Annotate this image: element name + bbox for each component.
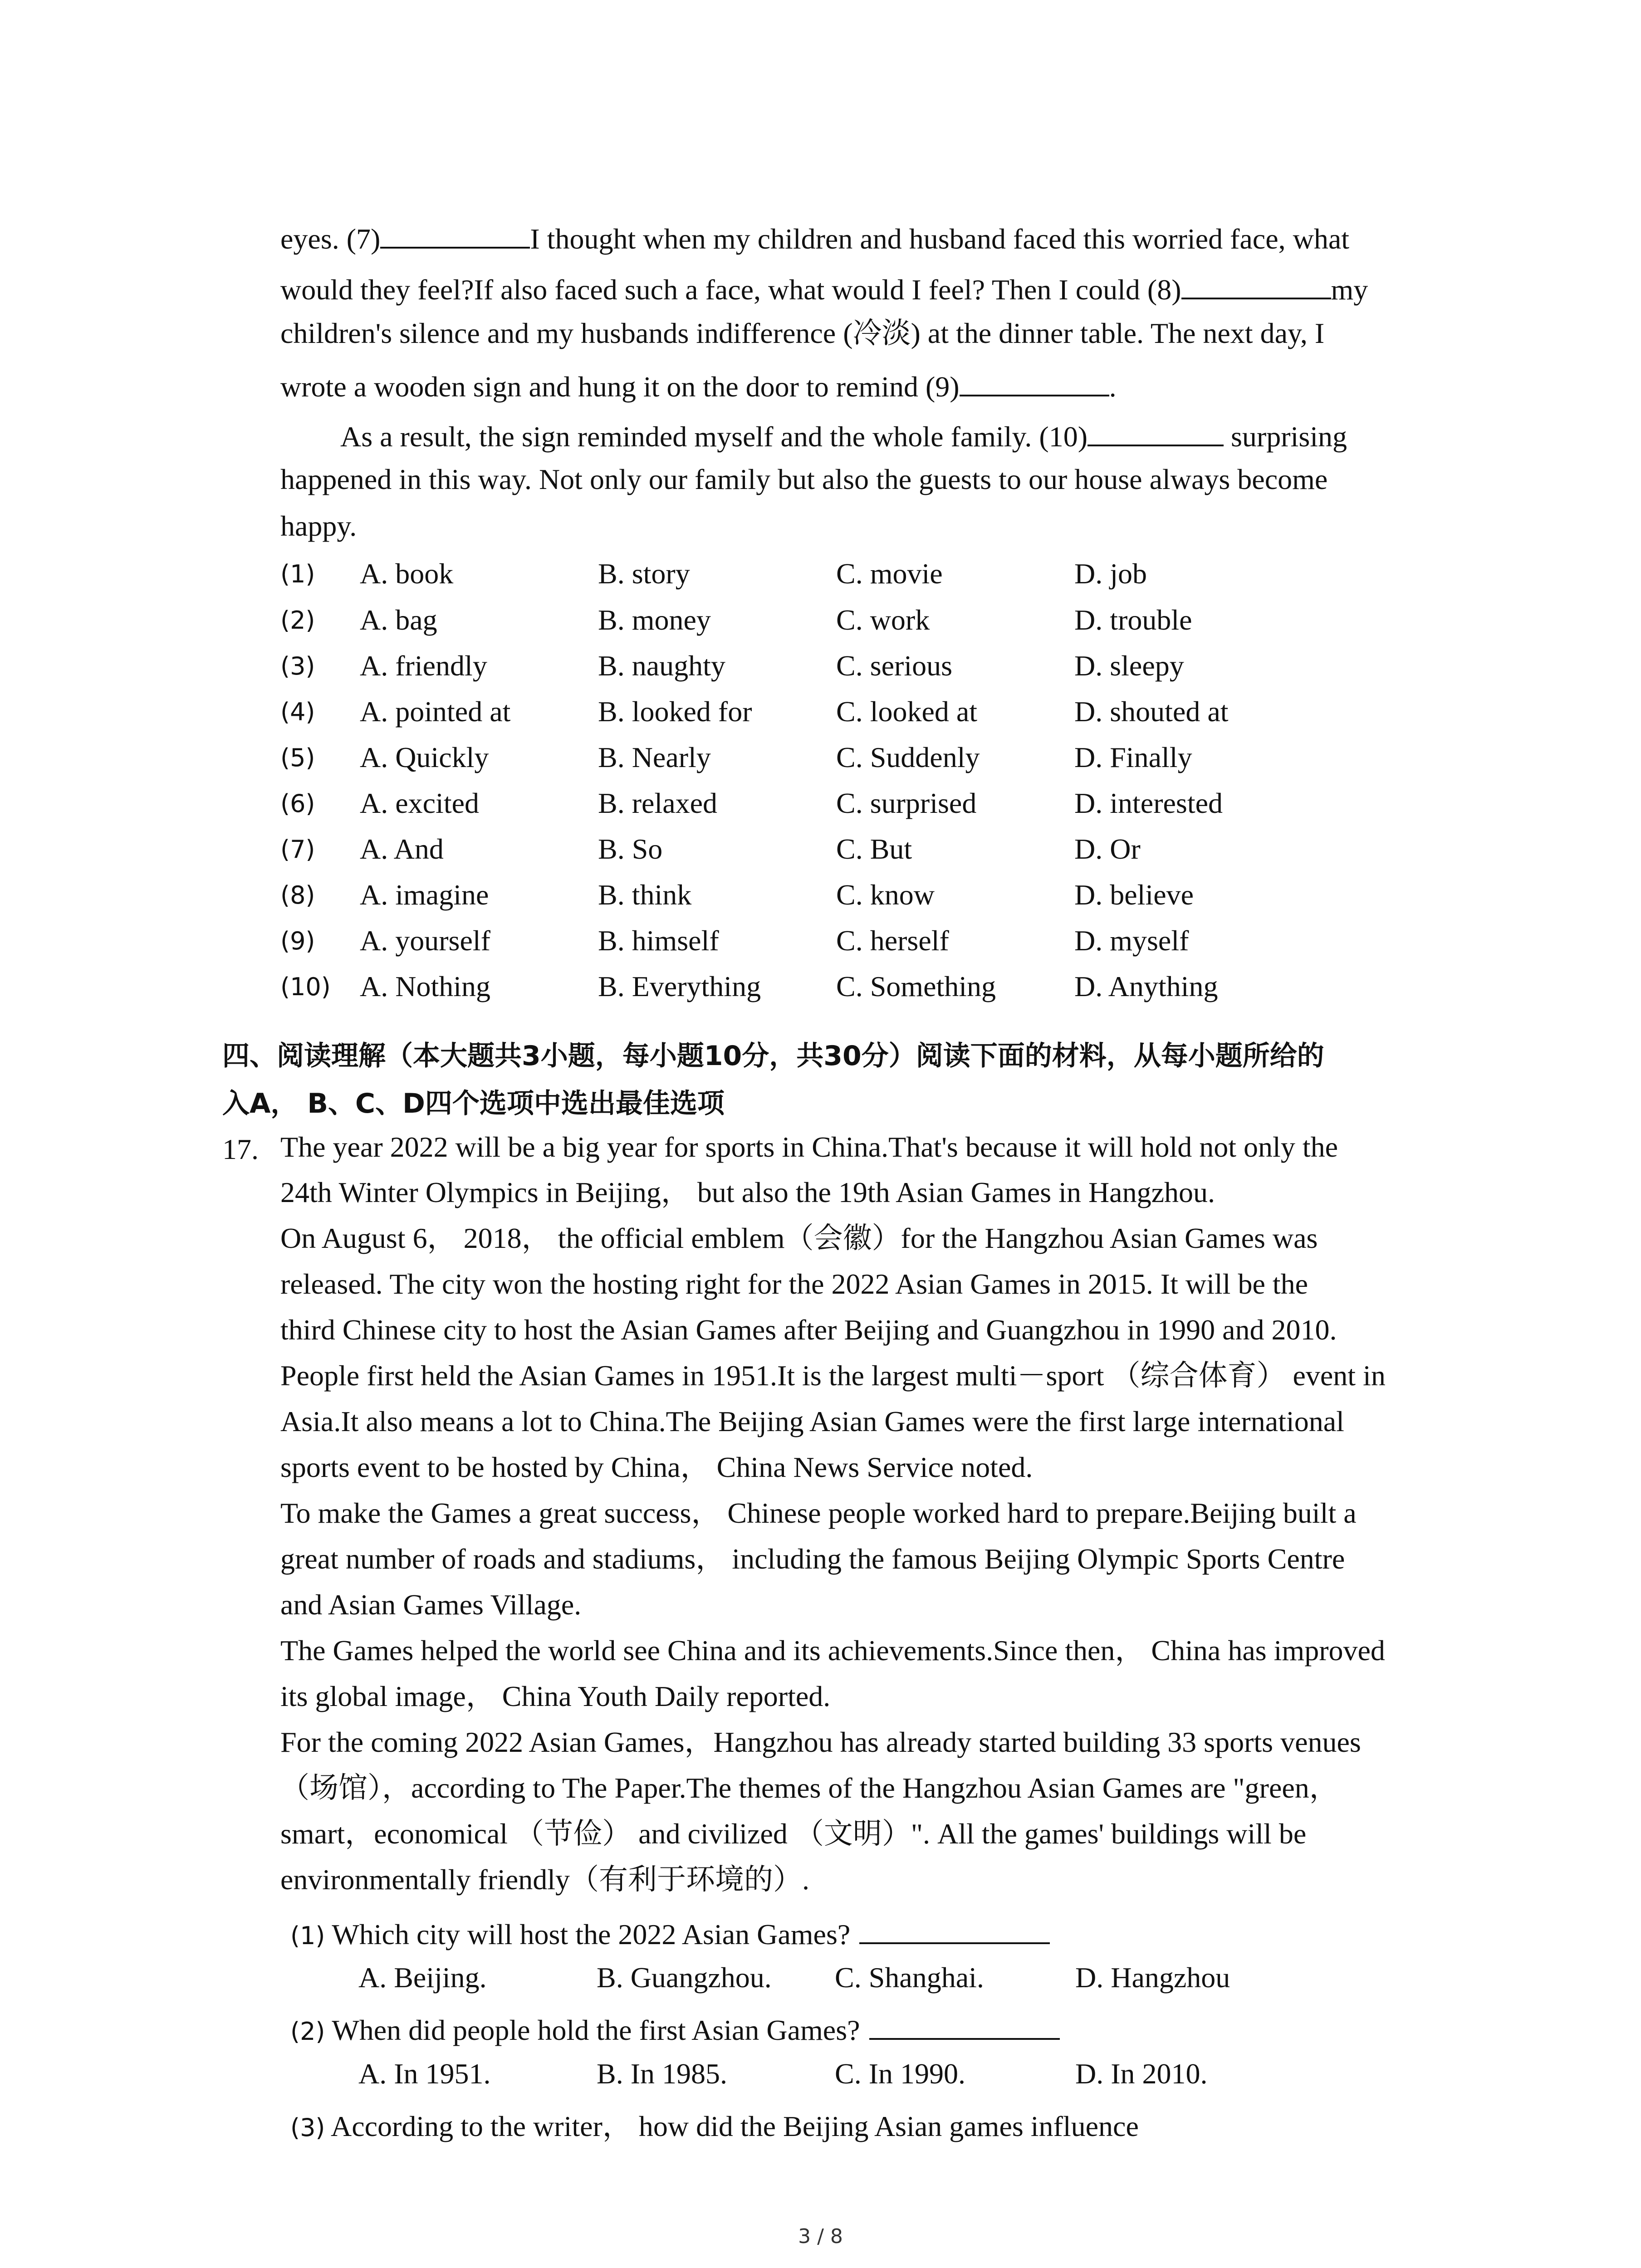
question-text: According to the writer， how did the Beijing Asian games influence [330,2110,1139,2142]
question-number: 17. [222,1133,259,1165]
option-c: C. movie [836,557,943,590]
option-b: B. So [598,833,663,865]
passage-line: smart，economical （节俭） and civilized （文明）". All the games' buildings will be [280,1818,1307,1850]
option-c: C. Shanghai. [835,1961,984,1994]
option-d: D. believe [1074,879,1194,911]
passage-line: sports event to be hosted by China， China News Service noted. [280,1451,1033,1483]
question-text: Which city will host the 2022 Asian Games? [332,1918,851,1950]
option-row [280,924,1505,960]
page-number: 3 / 8 [798,2225,843,2248]
option-d: D. Or [1074,833,1141,865]
option-a: A. imagine [360,879,489,911]
option-b: B. looked for [598,695,752,728]
option-a: A. And [360,833,444,865]
passage-line: For the coming 2022 Asian Games，Hangzhou has already started building 33 sports venues [280,1726,1361,1758]
option-b: B. Nearly [598,741,711,773]
option-b: B. money [598,604,711,636]
option-a: A. Quickly [360,741,489,773]
option-d: D. myself [1074,924,1189,957]
option-row [280,649,1505,685]
passage-text: would they feel?If also faced such a face, what would I feel? Then I could (8) [280,274,1181,306]
passage-line [280,221,1349,254]
passage-text: As a result, the sign reminded myself and the whole family. (10) [340,420,1087,453]
sub-question [290,2103,1139,2145]
option-a: A. bag [360,604,437,636]
option-a: A. book [360,557,454,590]
option-c: C. But [836,833,912,865]
passage-line: great number of roads and stadiums， including the famous Beijing Olympic Sports Centre [280,1543,1345,1575]
passage-line: environmentally friendly（有利于环境的）. [280,1863,810,1896]
passage-line: The Games helped the world see China and its achievements.Since then， China has improved [280,1634,1385,1667]
question-number: (9) [280,927,315,955]
option-a: A. In 1951. [358,2058,491,2090]
passage-text: my [1331,274,1368,306]
option-c: C. serious [836,650,952,682]
option-c: C. work [836,604,930,636]
passage-line: happy. [280,510,357,542]
option-row [280,970,1505,1006]
option-row [280,832,1505,869]
question-number: (3) [290,2113,325,2142]
question-number: (1) [290,1921,325,1950]
answer-blank [380,221,530,249]
passage-text: surprising [1224,420,1347,453]
question-number: (5) [280,743,315,772]
option-c: C. Something [836,970,996,1002]
option-c: C. know [836,879,935,911]
question-text: When did people hold the first Asian Games? [332,2014,860,2046]
option-row [280,695,1505,731]
option-b: B. Guangzhou. [597,1961,772,1994]
option-a: A. yourself [360,924,490,957]
passage-line: Asia.It also means a lot to China.The Beijing Asian Games were the first large international [280,1405,1344,1437]
passage-line: released. The city won the hosting right for the 2022 Asian Games in 2015. It will be the [280,1268,1308,1300]
passage-text: wrote a wooden sign and hung it on the door to remind (9) [280,371,960,403]
passage-line: To make the Games a great success， Chinese people worked hard to prepare.Beijing built a [280,1497,1357,1529]
option-d: D. interested [1074,787,1223,819]
passage-text: I thought when my children and husband faced this worried face, what [530,223,1349,255]
section-heading: 入A， B、C、D四个选项中选出最佳选项 [222,1088,725,1119]
option-b: B. story [598,557,690,590]
option-row [280,787,1505,823]
passage-line: People first held the Asian Games in 1951.It is the largest multi－sport （综合体育） event in [280,1359,1386,1392]
question-number: (4) [280,698,315,726]
option-b: B. naughty [598,650,725,682]
option-d: D. In 2010. [1075,2058,1208,2090]
question-number: (2) [280,606,315,635]
passage-line: children's silence and my husbands indifference (冷淡) at the dinner table. The next day, I [280,317,1325,349]
passage-text: eyes. (7) [280,223,381,255]
question-number: (6) [280,789,315,818]
passage-line: third Chinese city to host the Asian Games after Beijing and Guangzhou in 1990 and 2010. [280,1314,1337,1346]
passage-line: （场馆），according to The Paper.The themes of the Hangzhou Asian Games are "green， [280,1772,1338,1804]
sub-question [290,1915,1050,1951]
section-heading: 四、阅读理解（本大题共3小题，每小题10分，共30分）阅读下面的材料，从每小题所给的 [222,1040,1324,1072]
option-c: C. herself [836,924,949,957]
option-a: A. excited [360,787,479,819]
option-row [280,603,1505,640]
passage-line: and Asian Games Village. [280,1589,582,1621]
option-row [358,1961,1447,1997]
question-number: (3) [280,652,315,680]
option-a: A. friendly [360,650,487,682]
option-b: B. himself [598,924,719,957]
option-d: D. sleepy [1074,650,1184,682]
question-number: (8) [280,881,315,909]
option-d: D. job [1074,557,1147,590]
option-a: A. Nothing [360,970,490,1002]
option-d: D. Hangzhou [1075,1961,1230,1994]
option-c: C. surprised [836,787,977,819]
option-d: D. shouted at [1074,695,1229,728]
option-row [280,878,1505,914]
question-number: (1) [280,560,315,588]
answer-blank [960,369,1109,396]
passage-line: happened in this way. Not only our family but also the guests to our house always become [280,463,1328,495]
answer-blank [859,1915,1050,1944]
passage-line [280,369,1117,401]
passage-line: 24th Winter Olympics in Beijing， but also the 19th Asian Games in Hangzhou. [280,1176,1215,1208]
option-c: C. Suddenly [836,741,980,773]
answer-blank [1087,419,1224,446]
answer-blank [869,2011,1060,2040]
passage-line: On August 6， 2018， the official emblem（会徽）for the Hangzhou Asian Games was [280,1222,1318,1254]
option-b: B. relaxed [598,787,717,819]
passage-line: The year 2022 will be a big year for sports in China.That's because it will hold not only the [280,1131,1338,1163]
option-row [280,741,1505,777]
passage-text: . [1109,371,1117,403]
option-d: D. trouble [1074,604,1192,636]
option-d: D. Finally [1074,741,1192,773]
option-a: A. pointed at [360,695,511,728]
question-number: (7) [280,835,315,864]
option-b: B. In 1985. [597,2058,727,2090]
passage-line [340,419,1347,451]
question-number: (2) [290,2017,325,2046]
option-a: A. Beijing. [358,1961,487,1994]
passage-line: its global image， China Youth Daily reported. [280,1680,831,1712]
passage-line [280,272,1368,304]
option-c: C. In 1990. [835,2058,965,2090]
option-b: B. Everything [598,970,761,1002]
option-row [280,557,1505,593]
option-c: C. looked at [836,695,978,728]
option-b: B. think [598,879,692,911]
option-row [358,2057,1447,2093]
option-d: D. Anything [1074,970,1218,1002]
sub-question [290,2011,1060,2047]
answer-blank [1181,272,1331,299]
question-number: (10) [280,973,331,1001]
